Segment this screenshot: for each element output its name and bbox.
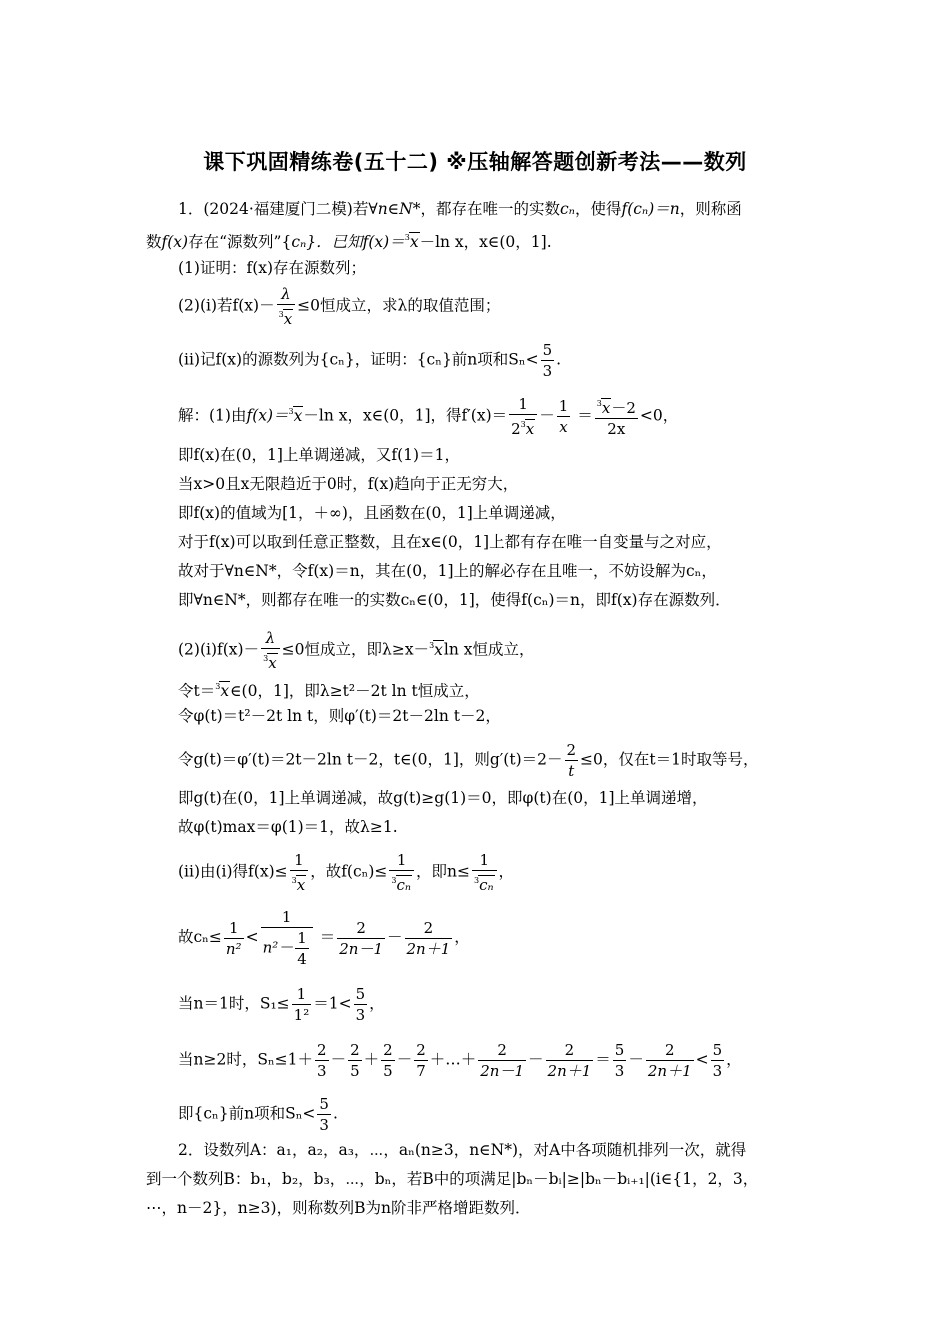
solution1-line5: 对于f(x)可以取到任意正整数，且在x∈(0，1]上都有存在唯一自变量与之对应，	[178, 533, 722, 551]
solution3-line5: 即{cₙ}前n项和Sₙ< $\frac{5}{3}$ .	[178, 1095, 338, 1134]
solution1-line6: 故对于∀n∈N*，令f(x)＝n，其在(0，1]上的解必存在且唯一，不妨设解为cₙ，	[178, 562, 717, 580]
problem1-part2ii: (ii)记f(x)的源数列为{cₙ}，证明：{cₙ}前n项和Sₙ< $\frac{5}{3}$ .	[178, 341, 562, 380]
solution1-line4: 即f(x)的值域为[1，＋∞)，且函数在(0，1]上单调递减，	[178, 504, 566, 522]
solution2-line4: 令g(t)＝φ′(t)＝2t－2ln t－2，t∈(0，1]，则g′(t)＝2－ $\frac{2}{t}$ ≤0，仅在t＝1时取等号，	[178, 741, 759, 780]
solution1-line2: 即f(x)在(0，1]上单调递减，又f(1)＝1，	[178, 446, 460, 464]
solution2-line6: 故φ(t)max＝φ(1)＝1，故λ≥1.	[178, 818, 398, 836]
solution2-line3: 令φ(t)＝t²－2t ln t，则φ′(t)＝2t－2ln t－2，	[178, 707, 501, 725]
solution1-line7: 即∀n∈N*，则都存在唯一的实数cₙ∈(0，1]，使得f(cₙ)＝n，即f(x)存在源数列．	[178, 591, 731, 609]
problem1-part2i: (2)(i)若f(x)－ $\frac{\lambda}{^3x}$ ≤0恒成立，求λ的取值范围；	[178, 285, 501, 328]
solution2-line1: (2)(i)f(x)－ $\frac{\lambda}{^3x}$ ≤0恒成立，即λ≥x－$^3$xln x恒成立，	[178, 629, 535, 672]
fraction: $\frac{\lambda}{^3x}$	[277, 284, 296, 329]
solution2-line5: 即g(t)在(0，1]上单调递减，故g(t)≥g(1)＝0，即φ(t)在(0，1]上单调递增，	[178, 789, 708, 807]
solution3-line1: (ii)由(i)得f(x)≤ $\frac{1}{^3x}$ ，故f(cₙ)≤ $\frac{1}{^3c_n}$ ，即n≤ $\frac{1}{^3c_n}$ ，	[178, 851, 515, 894]
solution3-line3: 当n＝1时，S₁≤ $\frac{1}{\text{1²}}$ ＝1< $\frac{5}{3}$ ，	[178, 985, 385, 1024]
solution3-line4: 当n≥2时，Sₙ≤1＋ $\frac{2}{3}$ － $\frac{2}{5}$ ＋ $\frac{2}{5}$ － $\frac{2}{7}$ ＋…＋ $\frac{2}{2n-1}$ － $\frac{2}{2n+1}$ ＝ $\frac{5}{3}$ － $\frac{2}{2n+1}$ < $\frac{5}{3}$ ，	[178, 1041, 742, 1080]
solution2-line2: 令t＝$^3$x∈(0，1]，即λ≥t²－2t ln t恒成立，	[178, 682, 480, 700]
problem2-line1: 2．设数列A：a₁，a₂，a₃，⋯，aₙ(n≥3，n∈N*)，对A中各项随机排列一次，就得	[178, 1141, 747, 1159]
problem2-line2: 到一个数列B：b₁，b₂，b₃，⋯，bₙ，若B中的项满足|bₙ－bᵢ|≥|bₙ－bᵢ₊₁|(i∈{1，2，3，	[146, 1170, 759, 1188]
problem1-part1: (1)证明：f(x)存在源数列；	[178, 259, 367, 277]
solution1-line1: 解：(1)由f(x)＝$^3$x－ln x，x∈(0，1]，得f′(x)＝ $\frac{1}{2^3x}$ － $\frac{1}{x}$ ＝ $\frac{^3x-2}{2x}$ <0，	[178, 395, 679, 438]
problem1-intro-line2: 数f(x)存在“源数列”{cₙ}．已知f(x)＝$^3$x－ln x，x∈(0，1].	[146, 233, 552, 251]
problem1-intro-line1: 1．(2024·福建厦门二模)若∀n∈N*，都存在唯一的实数cₙ，使得f(cₙ)＝n，则称函	[178, 200, 742, 218]
solution1-line3: 当x>0且x无限趋近于0时，f(x)趋向于正无穷大，	[178, 475, 519, 493]
problem2-line3: ⋯，n－2}，n≥3)，则称数列B为n阶非严格增距数列．	[146, 1199, 531, 1217]
solution3-line2: 故cₙ≤ $\frac{1}{\text{n²}}$ < 1 n²－ $\frac{1}{4}$ ＝ $\frac{2}{2n-1}$ － $\frac{2}{2n+1}$ ，	[178, 908, 470, 968]
page-title: 课下巩固精练卷(五十二) ※压轴解答题创新考法——数列	[203, 150, 747, 174]
